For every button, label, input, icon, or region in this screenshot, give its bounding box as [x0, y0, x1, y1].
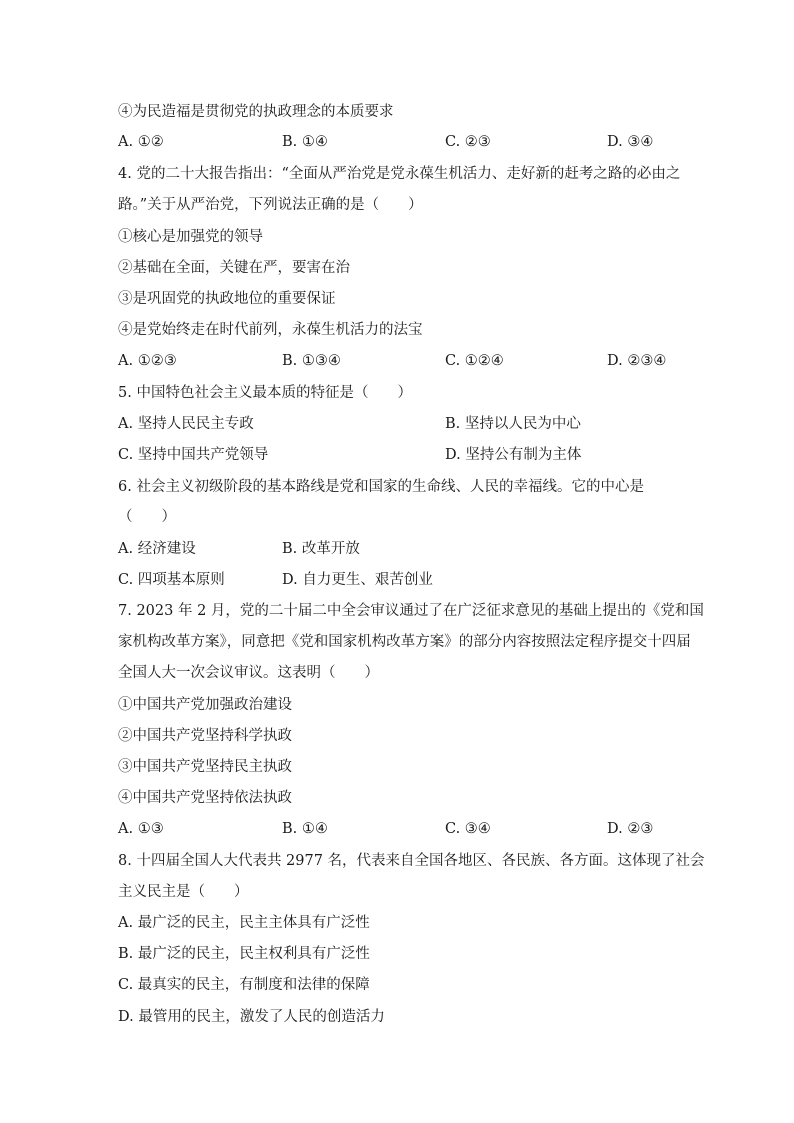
q8-stem-line1: 8. 十四届全国人大代表共 2977 名，代表来自全国各地区、各民族、各方面。这体现了社会	[118, 853, 705, 869]
q7-statement-3: ③中国共产党坚持民主执政	[118, 759, 292, 775]
q6-options-row2	[118, 570, 678, 590]
q5-options-row1	[118, 414, 678, 434]
q6-stem-line2: （ ）	[118, 509, 176, 525]
q7-option-c[interactable]: C. ③④	[445, 821, 491, 837]
q4-option-a[interactable]: A. ①②③	[118, 353, 177, 369]
q6-option-b[interactable]: B. 改革开放	[282, 541, 360, 557]
q4-option-c[interactable]: C. ①②④	[445, 353, 504, 369]
q7-option-b[interactable]: B. ①④	[282, 821, 328, 837]
q8-option-d[interactable]: D. 最管用的民主，激发了人民的创造活力	[118, 1009, 385, 1025]
q5-option-c[interactable]: C. 坚持中国共产党领导	[118, 447, 269, 463]
q5-options-row2	[118, 445, 678, 465]
q6-option-c[interactable]: C. 四项基本原则	[118, 572, 225, 588]
q8-option-b[interactable]: B. 最广泛的民主，民主权利具有广泛性	[118, 946, 370, 962]
q3-option-d[interactable]: D. ③④	[607, 134, 654, 150]
q6-option-a[interactable]: A. 经济建设	[118, 541, 196, 557]
q7-option-a[interactable]: A. ①③	[118, 821, 164, 837]
q8-option-c[interactable]: C. 最真实的民主，有制度和法律的保障	[118, 977, 370, 993]
q4-statement-2: ②基础在全面，关键在严，要害在治	[118, 260, 350, 276]
q4-options	[118, 351, 678, 371]
q7-stem-line2: 家机构改革方案》，同意把《党和国家机构改革方案》的部分内容按照法定程序提交十四届	[118, 634, 691, 650]
q3-option-b[interactable]: B. ①④	[282, 134, 328, 150]
q3-option-a[interactable]: A. ①②	[118, 134, 164, 150]
q7-option-d[interactable]: D. ②③	[607, 821, 654, 837]
q5-option-d[interactable]: D. 坚持公有制为主体	[445, 447, 582, 463]
q6-stem-line1: 6. 社会主义初级阶段的基本路线是党和国家的生命线、人民的幸福线。它的中心是	[118, 479, 644, 495]
q5-stem: 5. 中国特色社会主义最本质的特征是（ ）	[118, 385, 412, 401]
q5-option-b[interactable]: B. 坚持以人民为中心	[445, 416, 581, 432]
q4-option-d[interactable]: D. ②③④	[607, 353, 667, 369]
q6-options-row1	[118, 539, 678, 559]
q4-stem-line2: 路。”关于从严治党，下列说法正确的是（ ）	[118, 197, 423, 213]
q4-statement-3: ③是巩固党的执政地位的重要保证	[118, 291, 336, 307]
q4-statement-4: ④是党始终走在时代前列，永葆生机活力的法宝	[118, 322, 423, 338]
q3-statement-4: ④为民造福是贯彻党的执政理念的本质要求	[118, 104, 394, 120]
q7-options	[118, 819, 678, 839]
q3-option-c[interactable]: C. ②③	[445, 134, 491, 150]
q4-stem-line1: 4. 党的二十大报告指出：“全面从严治党是党永葆生机活力、走好新的赶考之路的必由之	[118, 166, 681, 182]
q5-option-a[interactable]: A. 坚持人民民主专政	[118, 416, 254, 432]
q7-stem-line1: 7. 2023 年 2 月，党的二十届二中全会审议通过了在广泛征求意见的基础上提出的《党和国	[118, 603, 704, 619]
q8-option-a[interactable]: A. 最广泛的民主，民主主体具有广泛性	[118, 915, 370, 931]
q8-stem-line2: 主义民主是（ ）	[118, 884, 249, 900]
q7-statement-1: ①中国共产党加强政治建设	[118, 697, 292, 713]
q3-options	[118, 132, 678, 152]
q4-option-b[interactable]: B. ①③④	[282, 353, 341, 369]
q4-statement-1: ①核心是加强党的领导	[118, 229, 263, 245]
q7-statement-4: ④中国共产党坚持依法执政	[118, 790, 292, 806]
q7-statement-2: ②中国共产党坚持科学执政	[118, 728, 292, 744]
q7-stem-line3: 全国人大一次会议审议。这表明（ ）	[118, 665, 379, 681]
q6-option-d[interactable]: D. 自力更生、艰苦创业	[282, 572, 433, 588]
